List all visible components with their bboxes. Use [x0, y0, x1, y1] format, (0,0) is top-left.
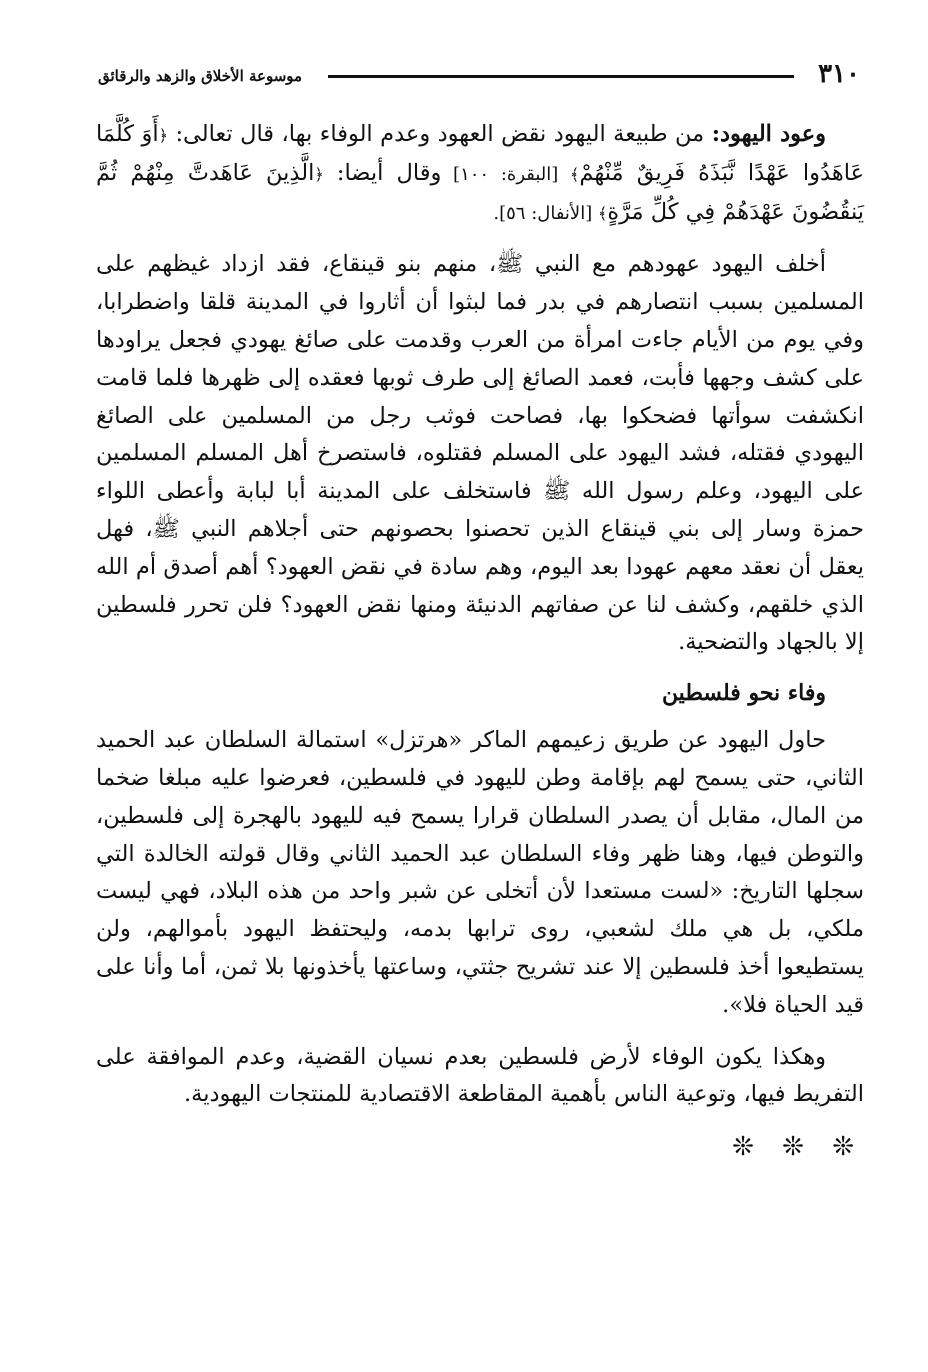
page-body [96, 116, 864, 1162]
page-number: ٣١٠ [818, 59, 860, 89]
paragraph-text: وقال أيضا: [323, 159, 442, 186]
quran-bracket-close: ﴾ [570, 164, 580, 184]
quran-bracket-open: ﴿ [158, 126, 168, 145]
section-heading: وفاء نحو فلسطين [661, 680, 826, 707]
quran-verse: أَوَ كُلَّمَا عَاهَدُوا عَهْدًا نَّبَذَهُ فَرِيقٌ مِّنْهُمْ [96, 121, 865, 186]
paragraph-text: من طبيعة اليهود نقض العهود وعدم الوفاء بها، قال تعالى: [168, 121, 712, 147]
quran-bracket-open: ﴿ [314, 164, 324, 184]
paragraph-sultan: حاول اليهود عن طريق زعيمهم الماكر «هرتزل» استمالة السلطان عبد الحميد الثاني، حتى يسمح لهم بإقامة وطن لليهود في فلسطين، فعرضوا عليه مبلغا ضخما من المال، مقابل أن يصدر السلطان قرارا يسمح فيه لليهود بالهجرة إلى فلسطين، والتوطن فيها، وهنا ظهر وفاء السلطان عبد الحميد الثاني وقال قولته الخالدة التي سجلها التاريخ: «لست مستعدا لأن أتخلى عن شبر واحد من هذه البلاد، فهي ليست ملكي، بل هي ملك لشعبي، روى ترابها بدمه، وليحتفظ اليهود بأموالهم، ولن يستطيعوا أخذ فلسطين إلا عند تشريح جثتي، وساعتها يأخذونها بلا ثمن، أما وأنا على قيد الحياة فلا». [96, 727, 864, 1018]
book-page [96, 50, 864, 1330]
verse-reference: [البقرة: ١٠٠] [441, 163, 571, 185]
book-title: موسوعة الأخلاق والزهد والرقائق [98, 67, 303, 85]
page-header [96, 50, 864, 94]
quran-verse: الَّذِينَ عَاهَدتَّ مِنْهُمْ ثُمَّ يَنقُضُونَ عَهْدَهُمْ فِي كُلِّ مَرَّةٍ [96, 159, 864, 225]
section-separator: ❊ ❊ ❊ [732, 1132, 864, 1163]
paragraph-conclusion: وهكذا يكون الوفاء لأرض فلسطين بعدم نسيان القضية، وعدم الموافقة على التفريط فيها، وتوعية الناس بأهمية المقاطعة الاقتصادية للمنتجات اليهودية. [96, 1043, 864, 1108]
paragraph-lead: وعود اليهود: [711, 121, 827, 147]
paragraph-qaynuqa: أخلف اليهود عهودهم مع النبي ﷺ، منهم بنو قينقاع، فقد ازداد غيظهم على المسلمين بسبب انتصارهم في بدر فما لبثوا أن أثاروا في المدينة قلقا واضطرابا، وفي يوم من الأيام جاءت امرأة من العرب وقدمت على صائغ يهودي فجعل يراودها على كشف وجهها فأبت، فعمد الصائغ إلى طرف ثوبها فعقده إلى ظهرها فلما قامت انكشفت سوأتها فضحكوا بها، فصاحت فوثب رجل من المسلمين على الصائغ اليهودي فقتله، فشد اليهود على المسلم فقتلوه، فاستصرخ أهل المسلم المسلمين على اليهود، وعلم رسول الله ﷺ فاستخلف على المدينة أبا لبابة وأعطى اللواء حمزة وسار إلى بني قينقاع الذين تحصنوا بحصونهم حتى أجلاهم النبي ﷺ، فهل يعقل أن نعقد معهم عهودا بعد اليوم، وهم سادة في نقض العهود؟ أهم أصدق أم الله الذي خلقهم، وكشف لنا عن صفاتهم الدنيئة ومنها نقض العهود؟ فلن تحرر فلسطين إلا بالجهاد والتضحية. [96, 251, 864, 656]
verse-reference: [الأنفال: ٥٦]. [493, 202, 598, 224]
header-rule [328, 75, 794, 78]
paragraph-promises [96, 116, 864, 232]
quran-bracket-close: ﴾ [597, 203, 608, 223]
